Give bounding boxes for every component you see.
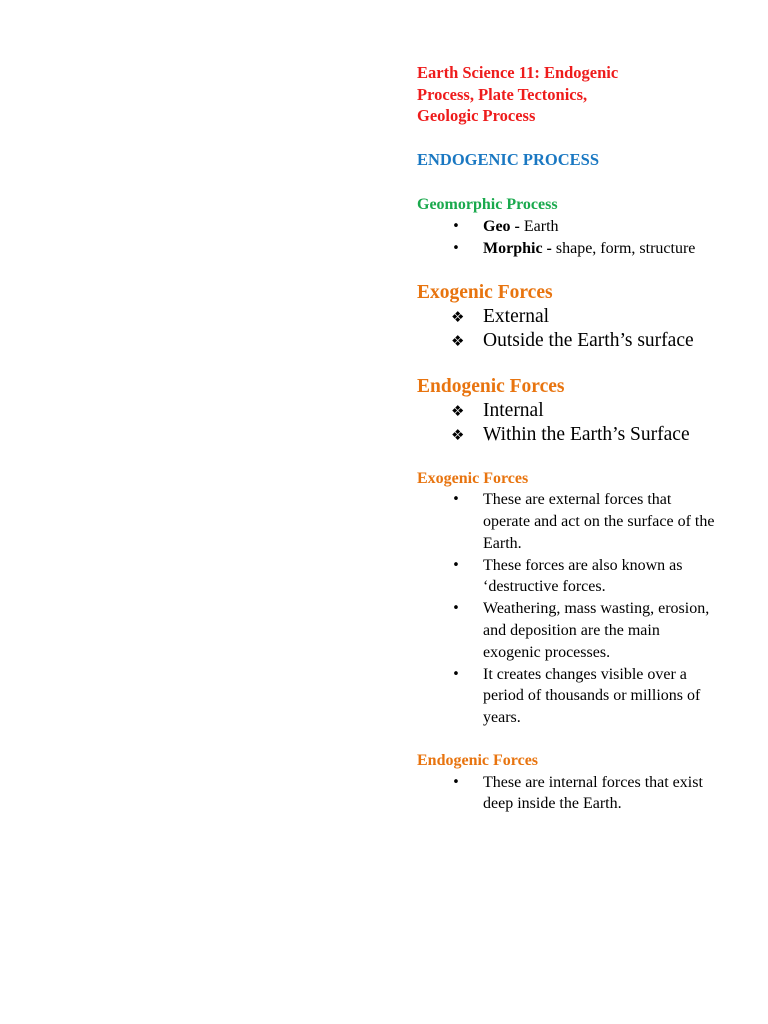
term: Geo (483, 217, 511, 235)
list-item (417, 598, 717, 663)
endogenic-detail-list (417, 772, 717, 816)
list-item-text: It creates changes visible over a period of thousands or millions of years. (483, 665, 701, 727)
list-item (417, 399, 717, 423)
list-item (417, 329, 717, 353)
exogenic-forces-detail-heading: Exogenic Forces (417, 469, 529, 487)
list-item (417, 489, 717, 554)
list-item (417, 238, 717, 260)
list-item (417, 664, 717, 729)
term-separator: - (542, 239, 556, 257)
term: Morphic (483, 239, 543, 257)
diamond-bullet-icon: ❖ (451, 401, 465, 420)
diamond-bullet-icon: ❖ (451, 425, 465, 444)
list-item (417, 216, 717, 238)
list-item-text: Outside the Earth’s surface (483, 329, 694, 351)
diamond-bullet-icon: ❖ (451, 331, 465, 350)
definition: shape, form, structure (555, 239, 696, 257)
document-page (417, 62, 717, 815)
bullet-icon: • (452, 240, 460, 256)
bullet-icon: • (452, 774, 460, 790)
list-item (417, 772, 717, 816)
geomorphic-list (417, 216, 717, 260)
list-item (417, 305, 717, 329)
endogenic-short-list (417, 399, 717, 447)
section-heading-endogenic-process: ENDOGENIC PROCESS (417, 149, 599, 169)
definition: Earth (523, 217, 559, 235)
endogenic-forces-detail-heading: Endogenic Forces (417, 751, 539, 769)
list-item-text: External (483, 305, 550, 327)
list-item-text: Weathering, mass wasting, erosion, and deposition are the main exogenic processes. (483, 600, 710, 661)
exogenic-forces-heading: Exogenic Forces (417, 281, 553, 303)
list-item-text: These are external forces that operate and act on the surface of the Earth. (483, 491, 715, 552)
exogenic-short-list (417, 305, 717, 353)
bullet-icon: • (452, 601, 460, 617)
document-title: Earth Science 11: Endogenic Process, Plate Tectonics, Geologic Process (417, 63, 619, 126)
list-item (417, 555, 717, 599)
exogenic-detail-list (417, 489, 717, 729)
bullet-icon: • (452, 557, 460, 573)
term-separator: - (510, 217, 524, 235)
list-item (417, 423, 717, 447)
bullet-icon: • (452, 492, 460, 508)
bullet-icon: • (452, 218, 460, 234)
list-item-text: Within the Earth’s Surface (483, 423, 690, 445)
list-item-text: These are internal forces that exist deep inside the Earth. (483, 773, 703, 813)
list-item-text: Internal (483, 399, 544, 421)
diamond-bullet-icon: ❖ (451, 307, 465, 326)
endogenic-forces-heading: Endogenic Forces (417, 375, 565, 397)
list-item-text: These forces are also known as ‘destructive forces. (483, 556, 683, 596)
geomorphic-heading: Geomorphic Process (417, 196, 558, 214)
bullet-icon: • (452, 666, 460, 682)
